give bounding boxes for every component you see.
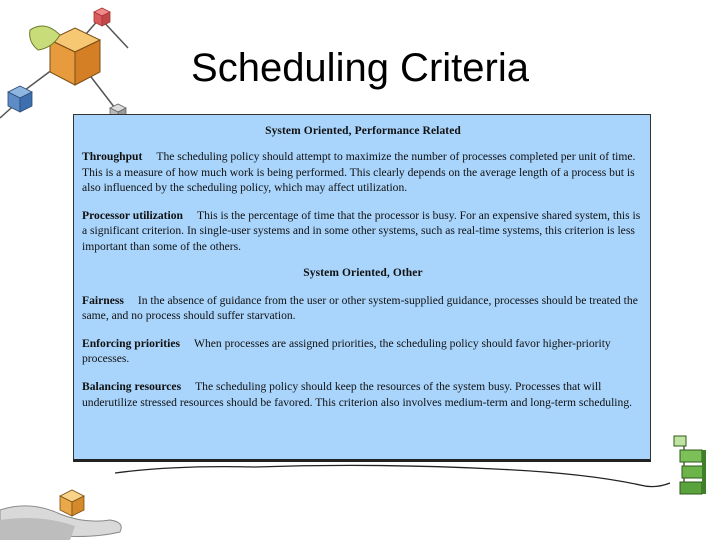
criterion-description: When processes are assigned priorities, the scheduling policy should favor higher-priority processes. [82, 336, 611, 366]
section-header-other: System Oriented, Other [303, 266, 423, 279]
criterion-term: Fairness [82, 293, 124, 307]
criterion-description: In the absence of guidance from the user or other system-supplied guidance, processes should be treated the same, and no process should suffer starvation. [82, 293, 638, 323]
criterion-description: The scheduling policy should keep the resources of the system busy. Processes that will underutilize stressed resources should be favored. This criterion also involves medium-term and long-term scheduling. [82, 379, 633, 409]
criterion-term: Balancing resources [82, 379, 182, 393]
criterion-balancing-resources [82, 379, 644, 410]
slide-title: Scheduling Criteria [191, 46, 529, 90]
hand-holding-cube-illustration-icon [0, 480, 130, 540]
scheduling-criteria-table [73, 114, 651, 462]
criterion-processor-utilization [82, 208, 644, 255]
criterion-enforcing-priorities [82, 336, 644, 367]
criterion-description: The scheduling policy should attempt to maximize the number of processes completed per unit of time. This is a measure of how much work is being performed. This clearly depends on the average length of a process but is also influenced by the scheduling policy, which may affect utilization. [82, 150, 636, 195]
stacked-boxes-illustration-icon [668, 432, 720, 498]
criterion-fairness [82, 293, 644, 324]
network-cubes-illustration-icon [0, 0, 140, 130]
hand-drawn-line [115, 455, 675, 495]
section-header-performance: System Oriented, Performance Related [265, 125, 461, 137]
criterion-term: Throughput [82, 150, 143, 163]
criterion-term: Enforcing priorities [82, 336, 181, 350]
criterion-term: Processor utilization [82, 208, 184, 222]
criterion-description: This is the percentage of time that the processor is busy. For an expensive shared system, this is a significant criterion. In single-user systems and in some other systems, such as real-time systems, this criterion is less important than some of the others. [82, 208, 641, 253]
criterion-throughput [82, 149, 644, 196]
